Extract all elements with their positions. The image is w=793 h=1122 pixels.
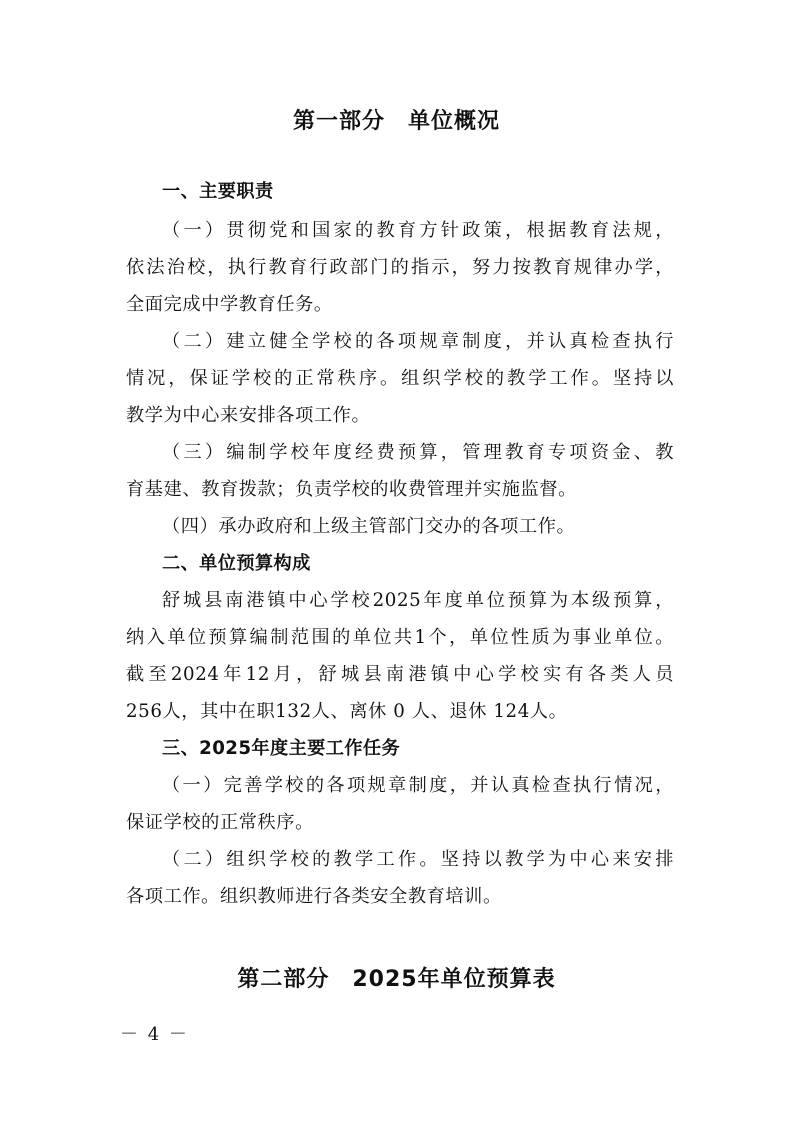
section2-heading: 二、单位预算构成: [162, 553, 311, 574]
section3-heading: 三、2025年度主要工作任务: [162, 738, 401, 759]
paragraph-line: 全面完成中学教育任务。: [126, 294, 333, 315]
paragraph-line: （一）完善学校的各项规章制度，并认真检查执行情况，: [162, 775, 674, 796]
paragraph-line: 纳入单位预算编制范围的单位共1个，单位性质为事业单位。: [126, 627, 674, 648]
paragraph-line: （四）承办政府和上级主管部门交办的各项工作。: [162, 516, 576, 537]
paragraph-line: 舒城县南港镇中心学校2025年度单位预算为本级预算，: [162, 590, 674, 611]
paragraph-line: 截至2024年12月，舒城县南港镇中心学校实有各类人员: [126, 664, 674, 685]
paragraph-line: 情况，保证学校的正常秩序。组织学校的教学工作。坚持以: [126, 368, 674, 389]
paragraph-line: 保证学校的正常秩序。: [126, 812, 314, 833]
paragraph-line: 256人，其中在职132人、离休 0 人、退休 124人。: [126, 701, 568, 722]
page-number: － 4 －: [120, 1024, 189, 1045]
paragraph-line: （一）贯彻党和国家的教育方针政策，根据教育法规，: [162, 220, 674, 241]
paragraph-line: （三）编制学校年度经费预算，管理教育专项资金、教: [162, 442, 674, 463]
section1-heading: 一、主要职责: [162, 181, 274, 202]
paragraph-line: 教学为中心来安排各项工作。: [126, 405, 371, 426]
paragraph-line: （二）建立健全学校的各项规章制度，并认真检查执行: [162, 331, 674, 352]
paragraph-line: 各项工作。组织教师进行各类安全教育培训。: [126, 886, 502, 907]
part2-title: 第二部分 2025年单位预算表: [237, 967, 556, 992]
part1-title: 第一部分 单位概况: [292, 109, 500, 134]
paragraph-line: （二）组织学校的教学工作。坚持以教学为中心来安排: [162, 849, 674, 870]
paragraph-line: 育基建、教育拨款；负责学校的收费管理并实施监督。: [126, 479, 577, 500]
paragraph-line: 依法治校，执行教育行政部门的指示，努力按教育规律办学，: [126, 257, 674, 278]
